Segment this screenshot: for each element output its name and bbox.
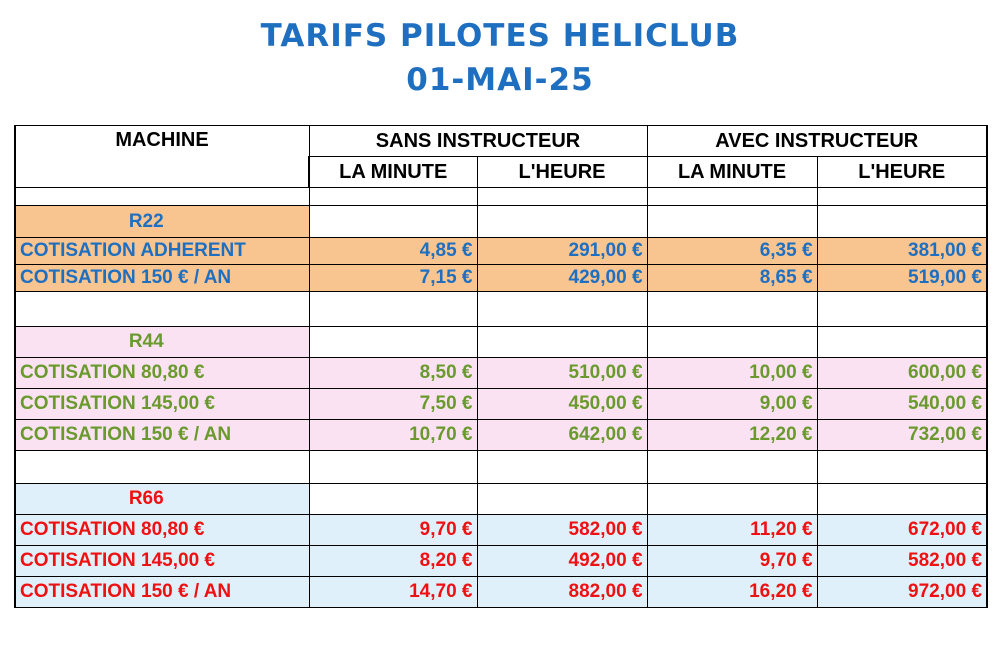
avec-minute-price: 8,65 € — [647, 265, 817, 292]
avec-minute-price: 9,70 € — [647, 546, 817, 577]
sans-heure-price: 642,00 € — [477, 420, 647, 451]
empty-cell — [647, 206, 817, 238]
machine-row — [15, 327, 987, 358]
avec-heure-price: 672,00 € — [817, 515, 987, 546]
header-sans-minute: LA MINUTE — [309, 157, 477, 188]
header-avec-heure: L'HEURE — [817, 157, 987, 188]
sans-heure-price: 450,00 € — [477, 389, 647, 420]
header-sans-instructeur: SANS INSTRUCTEUR — [309, 126, 647, 157]
sans-heure-price: 492,00 € — [477, 546, 647, 577]
sans-minute-price: 9,70 € — [309, 515, 477, 546]
empty-cell — [309, 292, 477, 327]
price-row — [15, 389, 987, 420]
avec-minute-price: 12,20 € — [647, 420, 817, 451]
page-date: 01-MAI-25 — [406, 62, 594, 98]
header-sans-heure: L'HEURE — [477, 157, 647, 188]
sans-heure-price: 291,00 € — [477, 238, 647, 265]
avec-minute-price: 11,20 € — [647, 515, 817, 546]
empty-cell — [817, 484, 987, 515]
empty-cell — [477, 484, 647, 515]
avec-minute-price: 16,20 € — [647, 577, 817, 608]
cotisation-label: COTISATION 80,80 € — [15, 515, 309, 546]
empty-cell — [477, 206, 647, 238]
avec-heure-price: 519,00 € — [817, 265, 987, 292]
avec-minute-price: 9,00 € — [647, 389, 817, 420]
price-row — [15, 358, 987, 389]
empty-cell — [15, 188, 309, 206]
spacer-row — [15, 188, 987, 206]
sans-heure-price: 582,00 € — [477, 515, 647, 546]
cotisation-label: COTISATION ADHERENT — [15, 238, 309, 265]
page-title: TARIFS PILOTES HELICLUB — [260, 18, 740, 54]
tariff-table — [14, 125, 988, 608]
empty-cell — [817, 327, 987, 358]
sans-minute-price: 7,15 € — [309, 265, 477, 292]
empty-cell — [309, 188, 477, 206]
spacer-row — [15, 451, 987, 484]
machine-name: R44 — [15, 327, 309, 358]
avec-minute-price: 6,35 € — [647, 238, 817, 265]
empty-cell — [817, 451, 987, 484]
sans-heure-price: 882,00 € — [477, 577, 647, 608]
empty-cell — [647, 327, 817, 358]
price-row — [15, 265, 987, 292]
cotisation-label: COTISATION 145,00 € — [15, 389, 309, 420]
sans-minute-price: 14,70 € — [309, 577, 477, 608]
avec-heure-price: 972,00 € — [817, 577, 987, 608]
avec-heure-price: 732,00 € — [817, 420, 987, 451]
empty-cell — [647, 484, 817, 515]
header-avec-minute: LA MINUTE — [647, 157, 817, 188]
empty-cell — [309, 327, 477, 358]
price-row — [15, 420, 987, 451]
price-row — [15, 546, 987, 577]
tariff-table-body — [15, 126, 987, 608]
empty-cell — [15, 451, 309, 484]
cotisation-label: COTISATION 150 € / AN — [15, 265, 309, 292]
empty-cell — [477, 188, 647, 206]
empty-cell — [647, 188, 817, 206]
avec-heure-price: 600,00 € — [817, 358, 987, 389]
machine-row — [15, 484, 987, 515]
price-row — [15, 238, 987, 265]
machine-name: R66 — [15, 484, 309, 515]
empty-cell — [477, 292, 647, 327]
empty-cell — [477, 451, 647, 484]
avec-heure-price: 381,00 € — [817, 238, 987, 265]
empty-cell — [477, 327, 647, 358]
empty-cell — [309, 451, 477, 484]
spacer-row — [15, 292, 987, 327]
cotisation-label: COTISATION 150 € / AN — [15, 577, 309, 608]
machine-row — [15, 206, 987, 238]
cotisation-label: COTISATION 80,80 € — [15, 358, 309, 389]
empty-cell — [817, 206, 987, 238]
empty-cell — [647, 292, 817, 327]
sans-heure-price: 510,00 € — [477, 358, 647, 389]
empty-cell — [817, 188, 987, 206]
avec-heure-price: 582,00 € — [817, 546, 987, 577]
price-row — [15, 515, 987, 546]
header-machine: MACHINE — [15, 126, 309, 188]
empty-cell — [309, 206, 477, 238]
empty-cell — [309, 484, 477, 515]
header-row-1 — [15, 126, 987, 157]
cotisation-label: COTISATION 145,00 € — [15, 546, 309, 577]
sans-minute-price: 10,70 € — [309, 420, 477, 451]
sans-minute-price: 7,50 € — [309, 389, 477, 420]
machine-name: R22 — [15, 206, 309, 238]
empty-cell — [15, 292, 309, 327]
sans-minute-price: 4,85 € — [309, 238, 477, 265]
cotisation-label: COTISATION 150 € / AN — [15, 420, 309, 451]
sans-minute-price: 8,20 € — [309, 546, 477, 577]
empty-cell — [647, 451, 817, 484]
price-row — [15, 577, 987, 608]
sans-heure-price: 429,00 € — [477, 265, 647, 292]
avec-minute-price: 10,00 € — [647, 358, 817, 389]
empty-cell — [817, 292, 987, 327]
avec-heure-price: 540,00 € — [817, 389, 987, 420]
header-avec-instructeur: AVEC INSTRUCTEUR — [647, 126, 987, 157]
sans-minute-price: 8,50 € — [309, 358, 477, 389]
